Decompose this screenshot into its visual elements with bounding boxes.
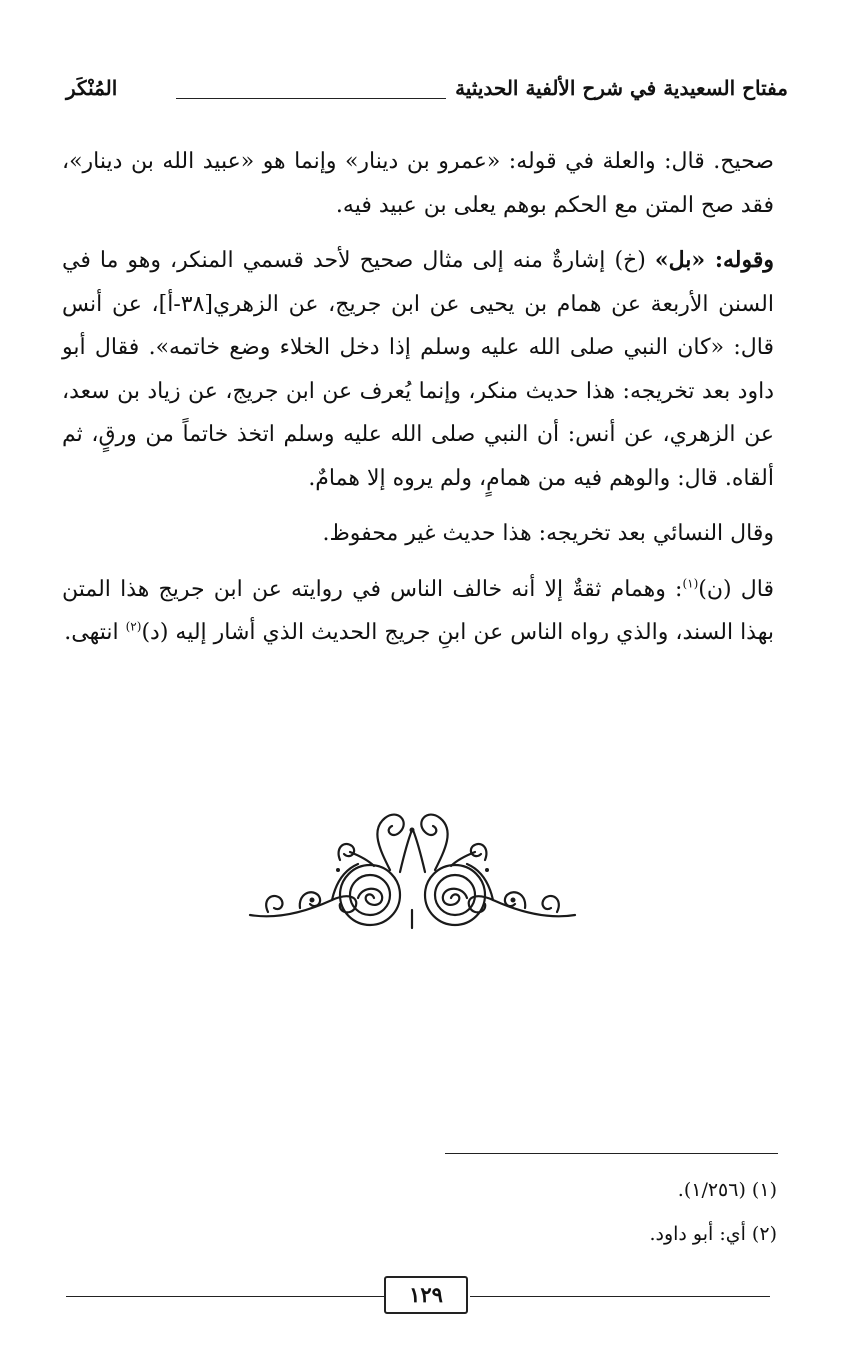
paragraph-3: وقال النسائي بعد تخريجه: هذا حديث غير محفوظ. xyxy=(322,521,774,546)
book-title: مفتاح السعيدية في شرح الألفية الحديثية xyxy=(455,76,788,100)
bottom-rule-left xyxy=(66,1296,384,1297)
footnote-ref-2: (٢) xyxy=(125,619,142,634)
page-number: ١٢٩ xyxy=(384,1276,468,1314)
footnote-separator xyxy=(445,1153,778,1154)
footnote-1: (١) (١/٢٥٦). xyxy=(677,1179,777,1201)
paragraph-4-end: انتهى. xyxy=(64,620,126,645)
paragraph-1: صحيح. قال: والعلة في قوله: «عمرو بن دينار» وإنما هو «عبيد الله بن دينار»، فقد صح المتن مع الحكم بوهم يعلى بن عبيد فيه. xyxy=(62,149,774,218)
decorative-ornament xyxy=(240,800,585,935)
paragraph-2-term: وقوله: «بل» xyxy=(654,247,774,273)
paragraph-4-middle: : وهمام ثقةٌ إلا أنه خالف الناس في روايته عن ابن جريج هذا المتن بهذا السند، والذي رواه الناس عن ابنِ جريج الحديث الذي أشار إليه (د) xyxy=(62,576,774,645)
footnotes xyxy=(377,1168,777,1256)
chapter-title: المُنْكَر xyxy=(66,76,118,100)
running-header xyxy=(66,70,788,114)
paragraph-2-text: (خ) إشارةٌ منه إلى مثال صحيح لأحد قسمي المنكر، وهو ما في السنن الأربعة عن همام بن يحيى عن ابن جريج، عن الزهري[٣٨-أ]، عن أنس قال: «كان النبي صلى الله عليه وسلم إذا دخل الخلاء وضع خاتمه». فقال أبو داود بعد تخريجه: هذا حديث منكر، وإنما يُعرف عن ابن جريج، عن زياد بن سعد، عن الزهري، عن أنس: أن النبي صلى الله عليه وسلم اتخذ خاتماً من ورقٍ، ثم ألقاه. قال: والوهم فيه من همامٍ، ولم يروه إلا همامٌ. xyxy=(62,248,774,491)
paragraph-2 xyxy=(62,239,774,500)
bottom-rule-right xyxy=(470,1296,770,1297)
header-rule xyxy=(176,98,446,99)
footnote-2: (٢) أي: أبو داود. xyxy=(649,1223,777,1245)
body-text xyxy=(62,140,774,655)
paragraph-4-start: قال (ن) xyxy=(698,576,774,602)
footnote-ref-1: (١) xyxy=(682,576,699,591)
paragraph-4 xyxy=(62,568,774,655)
